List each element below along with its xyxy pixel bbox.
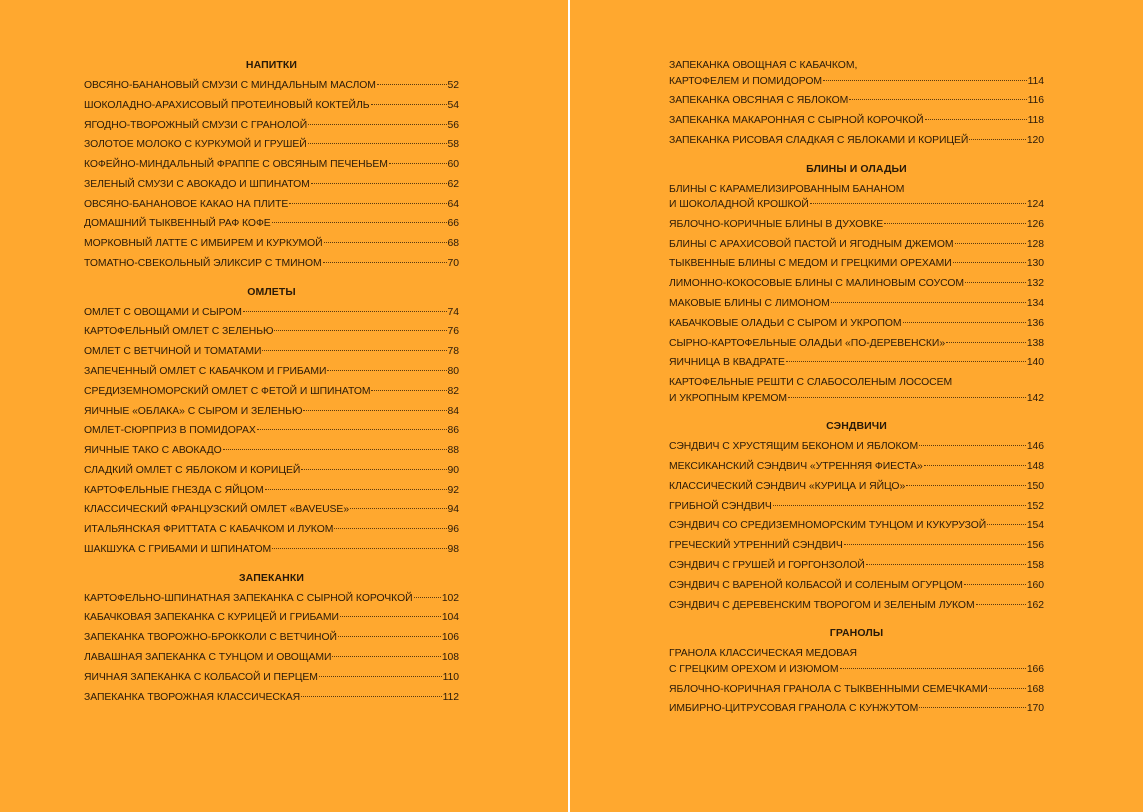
- entry-title: БЛИНЫ С АРАХИСОВОЙ ПАСТОЙ И ЯГОДНЫМ ДЖЕМОМ: [669, 238, 954, 250]
- page-number: 74: [447, 306, 459, 318]
- entry-row: [84, 463, 459, 479]
- entry-row: [669, 578, 1044, 594]
- dot-leader: [884, 223, 1026, 224]
- toc-entry[interactable]: [669, 237, 1044, 253]
- dot-leader: [840, 668, 1026, 669]
- section-title: ГРАНОЛЫ: [829, 627, 884, 640]
- toc-entry[interactable]: [669, 336, 1044, 352]
- page-number: 170: [1026, 703, 1044, 715]
- entry-title: ОМЛЕТ С ОВОЩАМИ И СЫРОМ: [84, 306, 242, 318]
- entry-row: [84, 591, 459, 607]
- page-number: 156: [1026, 540, 1044, 552]
- entry-title-line1: БЛИНЫ С КАРАМЕЛИЗИРОВАННЫМ БАНАНОМ: [669, 183, 905, 195]
- dot-leader: [350, 508, 446, 509]
- entry-row: [669, 391, 1044, 407]
- page-number: 104: [441, 612, 459, 624]
- page-number: 134: [1026, 298, 1044, 310]
- entry-title: ТЫКВЕННЫЕ БЛИНЫ С МЕДОМ И ГРЕЦКИМИ ОРЕХАМИ: [669, 258, 952, 270]
- entry-title: ОВСЯНО-БАНАНОВОЕ КАКАО НА ПЛИТЕ: [84, 198, 289, 210]
- dot-leader: [987, 524, 1026, 525]
- dot-leader: [955, 243, 1026, 244]
- entry-row: [84, 256, 459, 272]
- page-number: 128: [1026, 238, 1044, 250]
- section-title: СЭНДВИЧИ: [826, 420, 887, 433]
- toc-section: [669, 58, 1044, 149]
- entry-row: [84, 522, 459, 538]
- dot-leader: [289, 203, 446, 204]
- dot-leader: [272, 222, 447, 223]
- entry-title: ГРИБНОЙ СЭНДВИЧ: [669, 500, 772, 512]
- toc-entry[interactable]: [84, 78, 459, 94]
- dot-leader: [243, 311, 447, 312]
- page-number: 130: [1026, 258, 1044, 270]
- entry-title: СЭНДВИЧ СО СРЕДИЗЕМНОМОРСКИМ ТУНЦОМ И КУКУРУЗОЙ: [669, 520, 987, 532]
- dot-leader: [265, 489, 447, 490]
- entry-title: ЯГОДНО-ТВОРОЖНЫЙ СМУЗИ С ГРАНОЛОЙ: [84, 119, 308, 131]
- toc-section: [84, 58, 459, 272]
- entry-row: [669, 662, 1044, 678]
- toc-section: [669, 626, 1044, 717]
- entry-title: КАРТОФЕЛЕМ И ПОМИДОРОМ: [669, 75, 823, 87]
- entry-title: МЕКСИКАНСКИЙ СЭНДВИЧ «УТРЕННЯЯ ФИЕСТА»: [669, 461, 923, 473]
- page-number: 92: [447, 484, 459, 496]
- page-number: 112: [442, 691, 459, 703]
- toc-entry[interactable]: [669, 646, 1044, 677]
- entry-title: СЭНДВИЧ С ДЕРЕВЕНСКИМ ТВОРОГОМ И ЗЕЛЕНЫМ ЛУКОМ: [669, 599, 975, 611]
- right-page: [570, 0, 1143, 812]
- toc-entry[interactable]: [84, 177, 459, 193]
- page-number: 116: [1027, 95, 1044, 107]
- entry-title: ОМЛЕТ С ВЕТЧИНОЙ И ТОМАТАМИ: [84, 346, 262, 358]
- toc-entry[interactable]: [84, 423, 459, 439]
- dot-leader: [308, 143, 447, 144]
- dot-leader: [301, 696, 441, 697]
- entry-title: КЛАССИЧЕСКИЙ ФРАНЦУЗСКИЙ ОМЛЕТ «BAVEUSE»: [84, 504, 350, 516]
- entry-title: СЫРНО-КАРТОФЕЛЬНЫЕ ОЛАДЬИ «ПО-ДЕРЕВЕНСКИ»: [669, 337, 946, 349]
- toc-entry[interactable]: [669, 499, 1044, 515]
- page-number: 138: [1026, 337, 1044, 349]
- entry-title: СЭНДВИЧ С ВАРЕНОЙ КОЛБАСОЙ И СОЛЕНЫМ ОГУРЦОМ: [669, 579, 963, 591]
- page-number: 136: [1026, 317, 1044, 329]
- toc-entry[interactable]: [669, 133, 1044, 149]
- entry-row: [669, 701, 1044, 717]
- entry-title-line1: ГРАНОЛА КЛАССИЧЕСКАЯ МЕДОВАЯ: [669, 648, 858, 660]
- entry-title: КЛАССИЧЕСКИЙ СЭНДВИЧ «КУРИЦА И ЯЙЦО»: [669, 480, 906, 492]
- toc-entry[interactable]: [84, 542, 459, 558]
- page-number: 142: [1026, 392, 1044, 404]
- toc-entry[interactable]: [669, 93, 1044, 109]
- dot-leader: [303, 410, 446, 411]
- entry-title: И УКРОПНЫМ КРЕМОМ: [669, 392, 787, 404]
- entry-row: [669, 682, 1044, 698]
- entry-row: [84, 137, 459, 153]
- entry-row: [84, 324, 459, 340]
- entry-row: [669, 538, 1044, 554]
- page-number: 60: [447, 159, 459, 171]
- page-number: 80: [447, 365, 459, 377]
- dot-leader: [371, 104, 447, 105]
- page-number: 78: [447, 346, 459, 358]
- entry-row: [669, 336, 1044, 352]
- page-number: 124: [1026, 199, 1044, 211]
- entry-row: [84, 118, 459, 134]
- entry-row: [84, 630, 459, 646]
- entry-title-line1: КАРТОФЕЛЬНЫЕ РЕШТИ С СЛАБОСОЛЕНЫМ ЛОСОСЕМ: [669, 377, 953, 389]
- page-number: 110: [442, 671, 459, 683]
- entry-row: [669, 197, 1044, 213]
- entry-row: [84, 305, 459, 321]
- entry-title: ЯИЧНЫЕ «ОБЛАКА» С СЫРОМ И ЗЕЛЕНЬЮ: [84, 405, 303, 417]
- toc-entry[interactable]: [669, 701, 1044, 717]
- dot-leader: [831, 302, 1026, 303]
- page-number: 146: [1026, 441, 1044, 453]
- page-number: 56: [447, 119, 459, 131]
- dot-leader: [976, 604, 1026, 605]
- entry-row: [84, 670, 459, 686]
- dot-leader: [262, 350, 446, 351]
- entry-row: [84, 404, 459, 420]
- toc-entry[interactable]: [84, 443, 459, 459]
- entry-title: ЗАПЕКАНКА ОВСЯНАЯ С ЯБЛОКОМ: [669, 95, 849, 107]
- entry-row: [669, 355, 1044, 371]
- entry-title: И ШОКОЛАДНОЙ КРОШКОЙ: [669, 199, 809, 211]
- entry-row: [669, 276, 1044, 292]
- toc-entry[interactable]: [669, 682, 1044, 698]
- toc-left: [84, 58, 459, 709]
- dot-leader: [903, 322, 1026, 323]
- entry-row: [669, 439, 1044, 455]
- page-number: 148: [1026, 461, 1044, 473]
- section-title: ОМЛЕТЫ: [247, 285, 296, 298]
- dot-leader: [414, 597, 441, 598]
- page-number: 66: [447, 218, 459, 230]
- entry-title: ЯБЛОЧНО-КОРИЧНЫЕ БЛИНЫ В ДУХОВКЕ: [669, 218, 884, 230]
- entry-row: [84, 502, 459, 518]
- entry-title: КАБАЧКОВЫЕ ОЛАДЬИ С СЫРОМ И УКРОПОМ: [669, 317, 902, 329]
- section-title: ЗАПЕКАНКИ: [238, 571, 304, 584]
- toc-section: [669, 419, 1044, 613]
- dot-leader: [389, 163, 447, 164]
- dot-leader: [340, 616, 441, 617]
- page-number: 158: [1026, 560, 1044, 572]
- toc-entry[interactable]: [84, 483, 459, 499]
- dot-leader: [319, 676, 442, 677]
- entry-title: ЗАПЕКАНКА МАКАРОННАЯ С СЫРНОЙ КОРОЧКОЙ: [669, 115, 924, 127]
- toc-entry[interactable]: [669, 479, 1044, 495]
- entry-row: [669, 93, 1044, 109]
- entry-title: ОВСЯНО-БАНАНОВЫЙ СМУЗИ С МИНДАЛЬНЫМ МАСЛОМ: [84, 80, 376, 91]
- toc-entry[interactable]: [669, 217, 1044, 233]
- entry-title: ТОМАТНО-СВЕКОЛЬНЫЙ ЭЛИКСИР С ТМИНОМ: [84, 258, 322, 270]
- page-number: 86: [447, 425, 459, 437]
- toc-entry[interactable]: [669, 459, 1044, 475]
- toc-entry[interactable]: [669, 558, 1044, 574]
- entry-title: СЭНДВИЧ С ГРУШЕЙ И ГОРГОНЗОЛОЙ: [669, 560, 865, 572]
- dot-leader: [257, 429, 447, 430]
- entry-row: [669, 598, 1044, 614]
- entry-row: [84, 483, 459, 499]
- toc-entry[interactable]: [669, 518, 1044, 534]
- toc-entry[interactable]: [84, 463, 459, 479]
- entry-row: [669, 217, 1044, 233]
- page-number: 168: [1026, 683, 1044, 695]
- entry-title: ГРЕЧЕСКИЙ УТРЕННИЙ СЭНДВИЧ: [669, 540, 843, 552]
- page-number: 118: [1027, 115, 1044, 127]
- toc-entry[interactable]: [84, 384, 459, 400]
- entry-row: [84, 197, 459, 213]
- entry-row: [84, 177, 459, 193]
- page-number: 154: [1026, 520, 1044, 532]
- entry-title: ЛИМОННО-КОКОСОВЫЕ БЛИНЫ С МАЛИНОВЫМ СОУСОМ: [669, 278, 965, 290]
- toc-entry[interactable]: [84, 216, 459, 232]
- dot-leader: [823, 80, 1027, 81]
- page-number: 126: [1026, 218, 1044, 230]
- entry-title: ЗАПЕКАНКА ТВОРОЖНАЯ КЛАССИЧЕСКАЯ: [84, 691, 301, 703]
- entry-row: [669, 499, 1044, 515]
- entry-title: ЗАПЕКАНКА РИСОВАЯ СЛАДКАЯ С ЯБЛОКАМИ И КОРИЦЕЙ: [669, 134, 969, 146]
- page-number: 76: [447, 326, 459, 338]
- entry-row: [669, 459, 1044, 475]
- page-number: 96: [447, 524, 459, 536]
- toc-entry[interactable]: [84, 305, 459, 321]
- entry-title: ЯИЧНАЯ ЗАПЕКАНКА С КОЛБАСОЙ И ПЕРЦЕМ: [84, 671, 318, 683]
- toc-entry[interactable]: [669, 113, 1044, 129]
- toc-entry[interactable]: [84, 522, 459, 538]
- dot-leader: [844, 544, 1026, 545]
- toc-entry[interactable]: [669, 316, 1044, 332]
- dot-leader: [969, 139, 1025, 140]
- toc-entry[interactable]: [84, 256, 459, 272]
- dot-leader: [989, 688, 1026, 689]
- toc-entry[interactable]: [84, 344, 459, 360]
- entry-title: СРЕДИЗЕМНОМОРСКИЙ ОМЛЕТ С ФЕТОЙ И ШПИНАТОМ: [84, 385, 371, 397]
- section-title: НАПИТКИ: [245, 59, 298, 71]
- entry-row: [84, 690, 459, 706]
- entry-title: ЗАПЕЧЕННЫЙ ОМЛЕТ С КАБАЧКОМ И ГРИБАМИ: [84, 365, 327, 377]
- dot-leader: [308, 124, 446, 125]
- dot-leader: [810, 203, 1026, 204]
- page-number: 98: [447, 544, 459, 555]
- entry-title: ШОКОЛАДНО-АРАХИСОВЫЙ ПРОТЕИНОВЫЙ КОКТЕЙЛЬ: [84, 99, 370, 111]
- page-number: 70: [447, 258, 459, 270]
- entry-row: [84, 157, 459, 173]
- dot-leader: [274, 330, 446, 331]
- page-number: 132: [1026, 278, 1044, 290]
- dot-leader: [301, 469, 446, 470]
- toc-entry[interactable]: [84, 502, 459, 518]
- dot-leader: [377, 84, 447, 85]
- dot-leader: [788, 397, 1026, 398]
- dot-leader: [338, 636, 441, 637]
- page-number: 90: [447, 464, 459, 476]
- page-number: 82: [447, 385, 459, 397]
- entry-row: [669, 479, 1044, 495]
- toc-entry[interactable]: [669, 276, 1044, 292]
- dot-leader: [906, 485, 1026, 486]
- toc-entry[interactable]: [669, 296, 1044, 312]
- toc-entry[interactable]: [84, 630, 459, 646]
- toc-entry[interactable]: [669, 538, 1044, 554]
- toc-entry[interactable]: [84, 118, 459, 134]
- entry-row: [84, 236, 459, 252]
- toc-entry[interactable]: [84, 404, 459, 420]
- entry-row: [84, 443, 459, 459]
- toc-entry[interactable]: [669, 439, 1044, 455]
- dot-leader: [223, 449, 447, 450]
- entry-title: ОМЛЕТ-СЮРПРИЗ В ПОМИДОРАХ: [84, 425, 256, 437]
- toc-entry[interactable]: [84, 610, 459, 626]
- entry-title: С ГРЕЦКИМ ОРЕХОМ И ИЗЮМОМ: [669, 663, 839, 675]
- toc-entry[interactable]: [669, 375, 1044, 406]
- toc-entry[interactable]: [84, 98, 459, 114]
- dot-leader: [323, 262, 447, 263]
- entry-title: СЛАДКИЙ ОМЛЕТ С ЯБЛОКОМ И КОРИЦЕЙ: [84, 464, 301, 476]
- entry-title: ИТАЛЬЯНСКАЯ ФРИТТАТА С КАБАЧКОМ И ЛУКОМ: [84, 524, 334, 536]
- dot-leader: [786, 361, 1026, 362]
- page-number: 120: [1026, 134, 1044, 146]
- toc-entry[interactable]: [84, 157, 459, 173]
- toc-entry[interactable]: [84, 324, 459, 340]
- entry-title: КОФЕЙНО-МИНДАЛЬНЫЙ ФРАППЕ С ОВСЯНЫМ ПЕЧЕНЬЕМ: [84, 159, 388, 171]
- entry-title-line1: ЗАПЕКАНКА ОВОЩНАЯ С КАБАЧКОМ,: [669, 60, 858, 71]
- entry-row: [669, 316, 1044, 332]
- toc-entry[interactable]: [84, 650, 459, 666]
- entry-row: [84, 364, 459, 380]
- entry-title: ЛАВАШНАЯ ЗАПЕКАНКА С ТУНЦОМ И ОВОЩАМИ: [84, 651, 332, 663]
- toc-entry[interactable]: [84, 364, 459, 380]
- dot-leader: [334, 528, 446, 529]
- entry-row: [84, 344, 459, 360]
- dot-leader: [924, 465, 1026, 466]
- page-number: 64: [447, 198, 459, 210]
- entry-title: ШАКШУКА С ГРИБАМИ И ШПИНАТОМ: [84, 544, 272, 555]
- page-number: 106: [441, 632, 459, 644]
- page-number: 160: [1026, 579, 1044, 591]
- page-number: 108: [441, 651, 459, 663]
- page-number: 152: [1026, 500, 1044, 512]
- dot-leader: [773, 505, 1026, 506]
- page-number: 102: [441, 592, 459, 604]
- toc-section: [84, 285, 459, 558]
- entry-row: [669, 113, 1044, 129]
- entry-title: КАРТОФЕЛЬНЫЙ ОМЛЕТ С ЗЕЛЕНЬЮ: [84, 326, 274, 338]
- entry-row: [669, 518, 1044, 534]
- toc-entry[interactable]: [669, 256, 1044, 272]
- entry-row: [669, 296, 1044, 312]
- entry-row: [669, 237, 1044, 253]
- dot-leader: [866, 564, 1026, 565]
- toc-entry[interactable]: [84, 670, 459, 686]
- toc-entry[interactable]: [84, 236, 459, 252]
- page-number: 150: [1026, 480, 1044, 492]
- dot-leader: [332, 656, 440, 657]
- dot-leader: [311, 183, 447, 184]
- toc-entry[interactable]: [669, 182, 1044, 213]
- dot-leader: [965, 282, 1026, 283]
- entry-row: [84, 78, 459, 94]
- dot-leader: [964, 584, 1026, 585]
- entry-row: [669, 558, 1044, 574]
- entry-row: [84, 423, 459, 439]
- toc-entry[interactable]: [84, 137, 459, 153]
- toc-entry[interactable]: [669, 578, 1044, 594]
- dot-leader: [849, 99, 1026, 100]
- page-number: 94: [447, 504, 459, 516]
- toc-entry[interactable]: [669, 58, 1044, 89]
- page-number: 140: [1026, 357, 1044, 369]
- dot-leader: [946, 342, 1026, 343]
- entry-title: КАРТОФЕЛЬНЫЕ ГНЕЗДА С ЯЙЦОМ: [84, 484, 264, 496]
- left-page: [0, 0, 568, 812]
- entry-title: ДОМАШНИЙ ТЫКВЕННЫЙ РАФ КОФЕ: [84, 218, 271, 230]
- page-number: 114: [1027, 75, 1044, 87]
- dot-leader: [919, 707, 1026, 708]
- page-number: 58: [447, 139, 459, 151]
- entry-row: [84, 384, 459, 400]
- page-number: 52: [447, 80, 459, 91]
- dot-leader: [272, 548, 446, 549]
- page-number: 88: [447, 445, 459, 457]
- page-number: 54: [447, 99, 459, 111]
- toc-right: [669, 58, 1044, 721]
- entry-row: [669, 74, 1044, 90]
- page-number: 84: [447, 405, 459, 417]
- entry-title: ЗОЛОТОЕ МОЛОКО С КУРКУМОЙ И ГРУШЕЙ: [84, 139, 307, 151]
- toc-entry[interactable]: [84, 197, 459, 213]
- entry-title: СЭНДВИЧ С ХРУСТЯЩИМ БЕКОНОМ И ЯБЛОКОМ: [669, 441, 919, 453]
- toc-entry[interactable]: [84, 690, 459, 706]
- toc-entry[interactable]: [669, 598, 1044, 614]
- dot-leader: [371, 390, 446, 391]
- entry-title: ИМБИРНО-ЦИТРУСОВАЯ ГРАНОЛА С КУНЖУТОМ: [669, 703, 919, 715]
- entry-title: ЯИЧНЫЕ ТАКО С АВОКАДО: [84, 445, 222, 457]
- entry-row: [84, 610, 459, 626]
- entry-title: МАКОВЫЕ БЛИНЫ С ЛИМОНОМ: [669, 298, 830, 310]
- entry-row: [669, 256, 1044, 272]
- toc-entry[interactable]: [669, 355, 1044, 371]
- dot-leader: [953, 262, 1026, 263]
- page-number: 68: [447, 238, 459, 250]
- toc-entry[interactable]: [84, 591, 459, 607]
- entry-title: МОРКОВНЫЙ ЛАТТЕ С ИМБИРЕМ И КУРКУМОЙ: [84, 238, 323, 250]
- dot-leader: [919, 445, 1026, 446]
- dot-leader: [324, 242, 447, 243]
- toc-section: [84, 571, 459, 706]
- entry-title: КАРТОФЕЛЬНО-ШПИНАТНАЯ ЗАПЕКАНКА С СЫРНОЙ КОРОЧКОЙ: [84, 592, 413, 604]
- entry-title: КАБАЧКОВАЯ ЗАПЕКАНКА С КУРИЦЕЙ И ГРИБАМИ: [84, 612, 339, 624]
- page-number: 62: [447, 178, 459, 190]
- toc-section: [669, 162, 1044, 407]
- entry-row: [84, 98, 459, 114]
- entry-row: [84, 542, 459, 558]
- page-number: 166: [1026, 663, 1044, 675]
- entry-row: [669, 133, 1044, 149]
- dot-leader: [327, 370, 446, 371]
- entry-title: ЯИЧНИЦА В КВАДРАТЕ: [669, 357, 785, 369]
- entry-title: ЯБЛОЧНО-КОРИЧНАЯ ГРАНОЛА С ТЫКВЕННЫМИ СЕМЕЧКАМИ: [669, 683, 988, 695]
- entry-title: ЗАПЕКАНКА ТВОРОЖНО-БРОККОЛИ С ВЕТЧИНОЙ: [84, 632, 337, 644]
- page-number: 162: [1026, 599, 1044, 611]
- dot-leader: [925, 119, 1027, 120]
- entry-title: ЗЕЛЕНЫЙ СМУЗИ С АВОКАДО И ШПИНАТОМ: [84, 178, 310, 190]
- entry-row: [84, 650, 459, 666]
- section-title: БЛИНЫ И ОЛАДЬИ: [806, 162, 907, 175]
- entry-row: [84, 216, 459, 232]
